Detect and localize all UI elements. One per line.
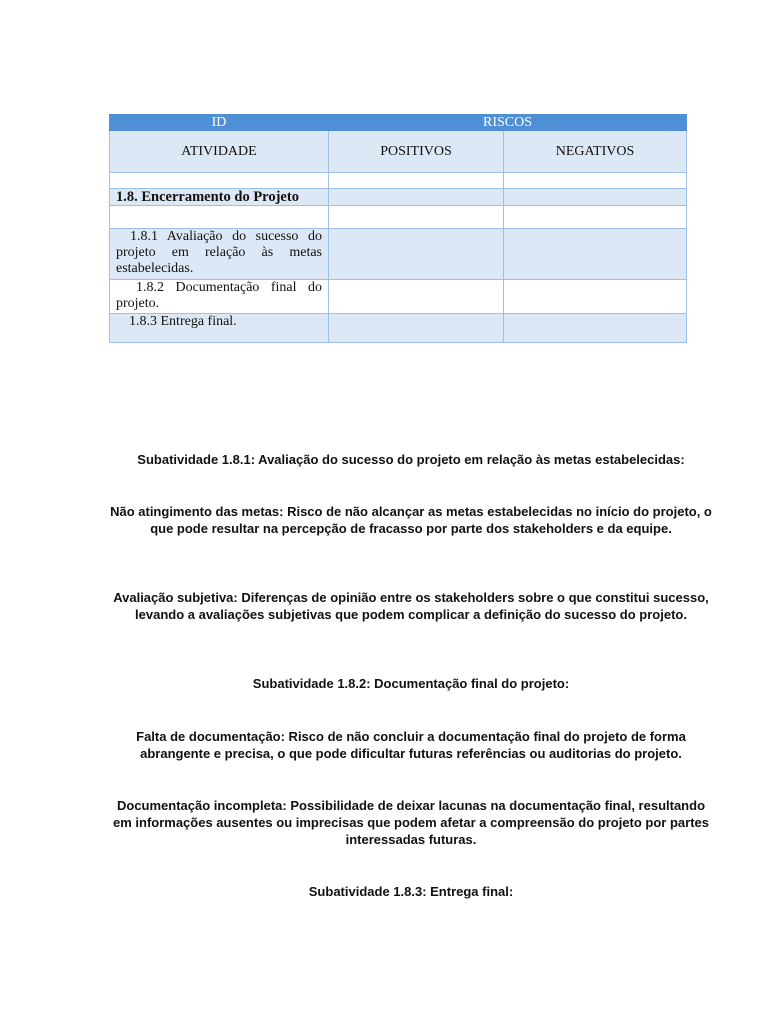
positive-cell — [329, 280, 504, 314]
table-cell — [110, 206, 329, 229]
table-header-row — [110, 115, 687, 131]
table-cell — [329, 189, 504, 206]
table-column-row — [110, 131, 687, 173]
table-cell — [329, 173, 504, 189]
table-cell — [329, 206, 504, 229]
activity-cell — [110, 229, 329, 280]
negative-cell — [504, 280, 687, 314]
table-cell — [504, 189, 687, 206]
header-risks: RISCOS — [329, 115, 687, 131]
risk-paragraph: Não atingimento das metas: Risco de não alcançar as metas estabelecidas no início do projeto, o que pode resultar na percepção de fracasso por parte dos stakeholders e da equipe. — [110, 504, 712, 536]
column-positive: POSITIVOS — [329, 131, 504, 173]
activity-cell — [110, 280, 329, 314]
column-negative: NEGATIVOS — [504, 131, 687, 173]
table-cell — [110, 173, 329, 189]
positive-cell — [329, 229, 504, 280]
risk-paragraph: Documentação incompleta: Possibilidade de deixar lacunas na documentação final, resultando em informações ausentes ou imprecisas que podem afetar a compreensão do projeto por partes interessadas futuras. — [112, 798, 709, 847]
activity-label: 1.8.3 Entrega final. — [129, 314, 237, 329]
negative-cell — [504, 314, 687, 343]
subactivity-heading-2: Subatividade 1.8.2: Documentação final do projeto: — [252, 676, 570, 691]
table-row — [110, 173, 687, 189]
risk-paragraph: Avaliação subjetiva: Diferenças de opinião entre os stakeholders sobre o que constitui sucesso, levando a avaliações subjetivas que podem complicar a definição do sucesso do projeto. — [113, 590, 709, 622]
table-section-row — [110, 189, 687, 206]
activity-label: 1.8.2 Documentação final do projeto. — [116, 280, 322, 311]
subactivity-heading-1: Subatividade 1.8.1: Avaliação do sucesso do projeto em relação às metas estabelecidas: — [137, 452, 685, 467]
positive-cell — [329, 314, 504, 343]
table-row — [110, 280, 687, 314]
column-activity: ATIVIDADE — [110, 131, 329, 173]
risk-table — [109, 114, 687, 343]
table-cell — [504, 173, 687, 189]
table-row — [110, 314, 687, 343]
subactivity-heading-3: Subatividade 1.8.3: Entrega final: — [308, 884, 514, 899]
table-cell — [504, 206, 687, 229]
table-row — [110, 229, 687, 280]
activity-cell — [110, 314, 329, 343]
negative-cell — [504, 229, 687, 280]
activity-label: 1.8.1 Avaliação do sucesso do projeto em relação às metas estabelecidas. — [116, 229, 322, 276]
section-title: 1.8. Encerramento do Projeto — [110, 189, 329, 206]
table-row — [110, 206, 687, 229]
risk-paragraph: Falta de documentação: Risco de não concluir a documentação final do projeto de forma abrangente e precisa, o que pode dificultar futuras referências ou auditorias do projeto. — [136, 729, 686, 761]
header-id: ID — [110, 115, 329, 131]
